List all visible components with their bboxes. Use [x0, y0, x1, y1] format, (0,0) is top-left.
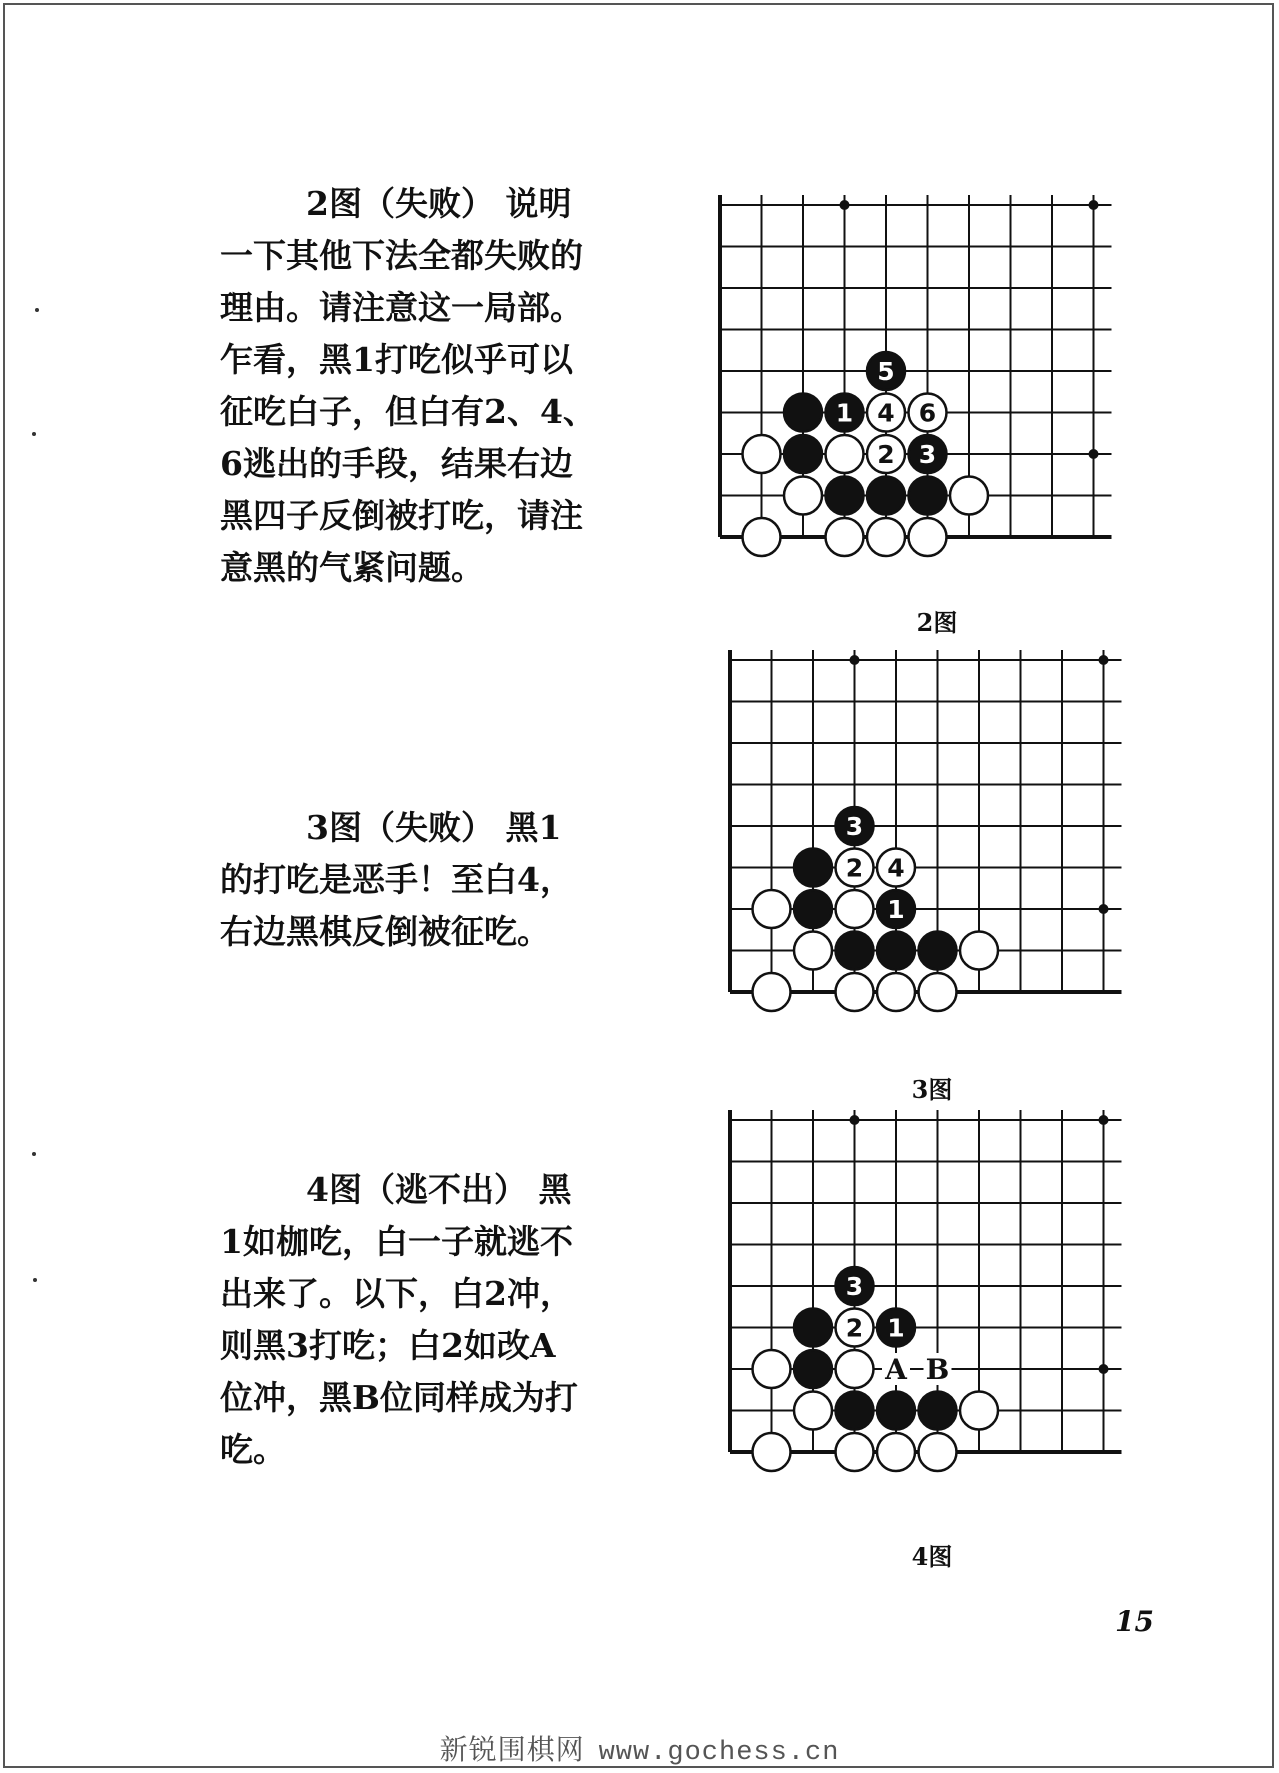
black-stone: [794, 890, 832, 928]
page-number: 15: [1115, 1605, 1154, 1638]
move-number: 1: [887, 1313, 905, 1343]
white-stone: [836, 1433, 874, 1471]
star-point: [1099, 1364, 1109, 1374]
white-stone: [836, 1350, 874, 1388]
move-number: 1: [835, 398, 854, 428]
black-stone: [919, 932, 957, 970]
text-line: 理由。请注意这一局部。: [220, 288, 583, 327]
go-board-diagram-2: [710, 195, 1140, 585]
white-stone: [826, 435, 864, 473]
go-board-diagram-3: [720, 650, 1150, 1040]
star-point: [1089, 200, 1099, 210]
move-number: 4: [887, 853, 905, 883]
diagram-caption: 2图: [916, 608, 958, 637]
white-stone: [794, 1392, 832, 1430]
footer-site-name: 新锐围棋网: [439, 1734, 585, 1765]
move-number: 1: [887, 895, 905, 924]
black-stone: [836, 1392, 874, 1430]
white-stone: [784, 477, 822, 515]
text-line: 征吃白子，但白有2、4、: [220, 392, 596, 431]
black-stone: [784, 435, 822, 473]
white-stone: [919, 1433, 957, 1471]
text-line: 吃。: [220, 1430, 286, 1469]
white-stone: [743, 518, 781, 556]
black-stone: [794, 849, 832, 887]
text-line: 一下其他下法全都失败的: [220, 236, 583, 275]
text-block-diagram-2: [220, 178, 635, 594]
white-stone: [826, 518, 864, 556]
black-stone: [794, 1350, 832, 1388]
black-stone: [836, 1267, 874, 1305]
move-number: 3: [845, 1272, 864, 1301]
point-label: A: [885, 1353, 907, 1386]
black-stone: [877, 890, 915, 928]
black-stone: [784, 394, 822, 432]
white-stone: [867, 435, 905, 473]
black-stone: [877, 1309, 915, 1347]
move-number: 6: [918, 398, 937, 428]
move-number: 3: [918, 440, 937, 469]
text-line: 3图（失败） 黑1: [306, 808, 562, 847]
black-stone: [877, 1392, 915, 1430]
move-number: 2: [845, 853, 864, 883]
black-stone: [794, 1309, 832, 1347]
move-number: 4: [877, 398, 895, 428]
black-stone: [836, 932, 874, 970]
star-point: [840, 200, 850, 210]
point-label: B: [925, 1353, 950, 1386]
text-line: 乍看，黑1打吃似乎可以: [220, 340, 573, 379]
text-line: 意黑的气紧问题。: [220, 548, 484, 587]
white-stone: [753, 973, 791, 1011]
text-line: 1如枷吃，白一子就逃不: [220, 1222, 573, 1261]
move-number: 2: [877, 440, 895, 469]
text-block-diagram-4: [220, 1164, 635, 1476]
text-line: 的打吃是恶手！至白4，: [220, 860, 573, 899]
white-stone: [960, 932, 998, 970]
white-stone: [836, 973, 874, 1011]
white-stone: [753, 890, 791, 928]
black-stone: [867, 352, 905, 390]
scan-speck: [35, 308, 39, 312]
star-point: [850, 655, 860, 665]
text-line: 则黑3打吃；白2如改A: [220, 1326, 556, 1365]
star-point: [1099, 904, 1109, 914]
white-stone: [867, 518, 905, 556]
white-stone: [836, 849, 874, 887]
go-board-diagram-4: [720, 1110, 1150, 1500]
scan-speck: [32, 1152, 36, 1156]
black-stone: [909, 477, 947, 515]
white-stone: [950, 477, 988, 515]
text-block-diagram-3: [220, 802, 635, 958]
text-line: 位冲，黑B位同样成为打: [220, 1378, 578, 1417]
white-stone: [794, 932, 832, 970]
scan-speck: [32, 432, 36, 436]
black-stone: [909, 435, 947, 473]
white-stone: [877, 1433, 915, 1471]
black-stone: [836, 807, 874, 845]
white-stone: [836, 890, 874, 928]
white-stone: [743, 435, 781, 473]
white-stone: [867, 394, 905, 432]
white-stone: [753, 1433, 791, 1471]
star-point: [1099, 1115, 1109, 1125]
white-stone: [909, 518, 947, 556]
white-stone: [836, 1309, 874, 1347]
diagram-caption: 3图: [911, 1075, 953, 1104]
star-point: [1099, 655, 1109, 665]
text-line: 6逃出的手段，结果右边: [220, 444, 573, 483]
diagram-caption: 4图: [911, 1542, 953, 1571]
black-stone: [919, 1392, 957, 1430]
black-stone: [867, 477, 905, 515]
white-stone: [753, 1350, 791, 1388]
white-stone: [877, 973, 915, 1011]
footer-url: www.gochess.cn: [598, 1738, 840, 1768]
black-stone: [877, 932, 915, 970]
star-point: [1089, 449, 1099, 459]
white-stone: [877, 849, 915, 887]
black-stone: [826, 477, 864, 515]
move-number: 2: [845, 1313, 864, 1343]
text-line: 右边黑棋反倒被征吃。: [220, 912, 550, 951]
move-number: 5: [877, 357, 895, 386]
text-line: 4图（逃不出） 黑: [306, 1170, 572, 1209]
black-stone: [826, 394, 864, 432]
footer-watermark: [0, 1728, 1279, 1768]
text-line: 黑四子反倒被打吃，请注: [220, 496, 583, 535]
white-stone: [919, 973, 957, 1011]
white-stone: [909, 394, 947, 432]
text-line: 出来了。以下，白2冲，: [220, 1274, 573, 1313]
white-stone: [960, 1392, 998, 1430]
scan-speck: [33, 1278, 37, 1282]
star-point: [850, 1115, 860, 1125]
text-line: 2图（失败） 说明: [306, 184, 572, 223]
move-number: 3: [845, 812, 864, 841]
